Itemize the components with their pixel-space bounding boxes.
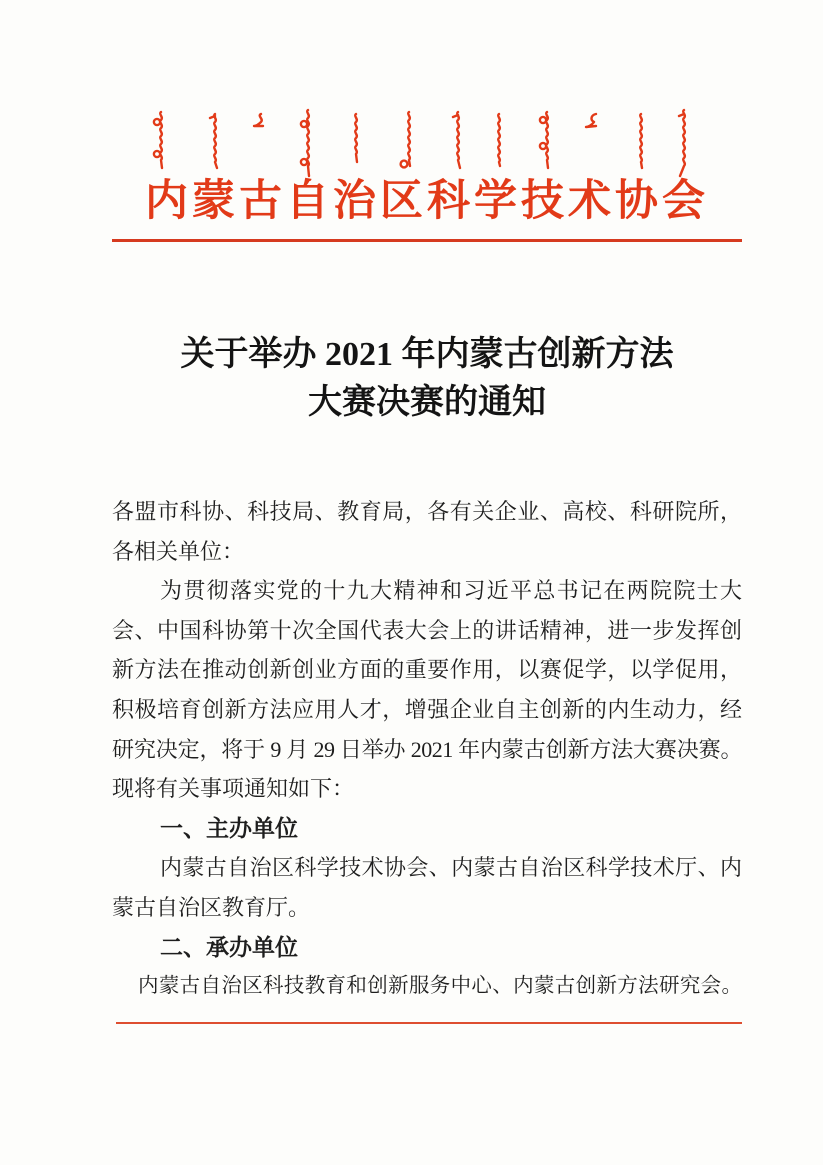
body-line: 内蒙古自治区科技教育和创新服务中心、内蒙古创新方法研究会。 [138,975,742,998]
document-title [112,331,742,427]
body-line: 新方法在推动创新创业方面的重要作用，以赛促学，以学促用， [112,657,742,683]
body-line: 现将有关事项通知如下： [112,776,355,802]
title-line-2: 大赛决赛的通知 [308,384,546,421]
org-name: 内蒙古自治区科学技术协会 [145,178,709,225]
body-line: 各相关单位： [112,538,245,564]
header-divider [112,239,742,242]
footer-divider [116,1022,742,1024]
body-line: 蒙古自治区教育厅。 [112,894,311,920]
body-line: 积极培育创新方法应用人才，增强企业自主创新的内生动力，经 [112,696,742,722]
document-body [112,492,742,1007]
section-heading-1: 一、主办单位 [160,814,298,841]
body-line: 各盟市科协、科技局、教育局，各有关企业、高校、科研院所， [112,499,742,524]
title-line-1: 关于举办 2021 年内蒙古创新方法 [180,336,674,373]
body-line: 内蒙古自治区科学技术协会、内蒙古自治区科学技术厅、内 [160,855,742,881]
body-line: 为贯彻落实党的十九大精神和习近平总书记在两院院士大 [160,578,742,604]
section-heading-2: 二、承办单位 [160,933,298,960]
body-line: 会、中国科协第十次全国代表大会上的讲话精神，进一步发挥创 [112,617,742,643]
body-line: 研究决定，将于 9 月 29 日举办 2021 年内蒙古创新方法大赛决赛。 [112,736,742,762]
